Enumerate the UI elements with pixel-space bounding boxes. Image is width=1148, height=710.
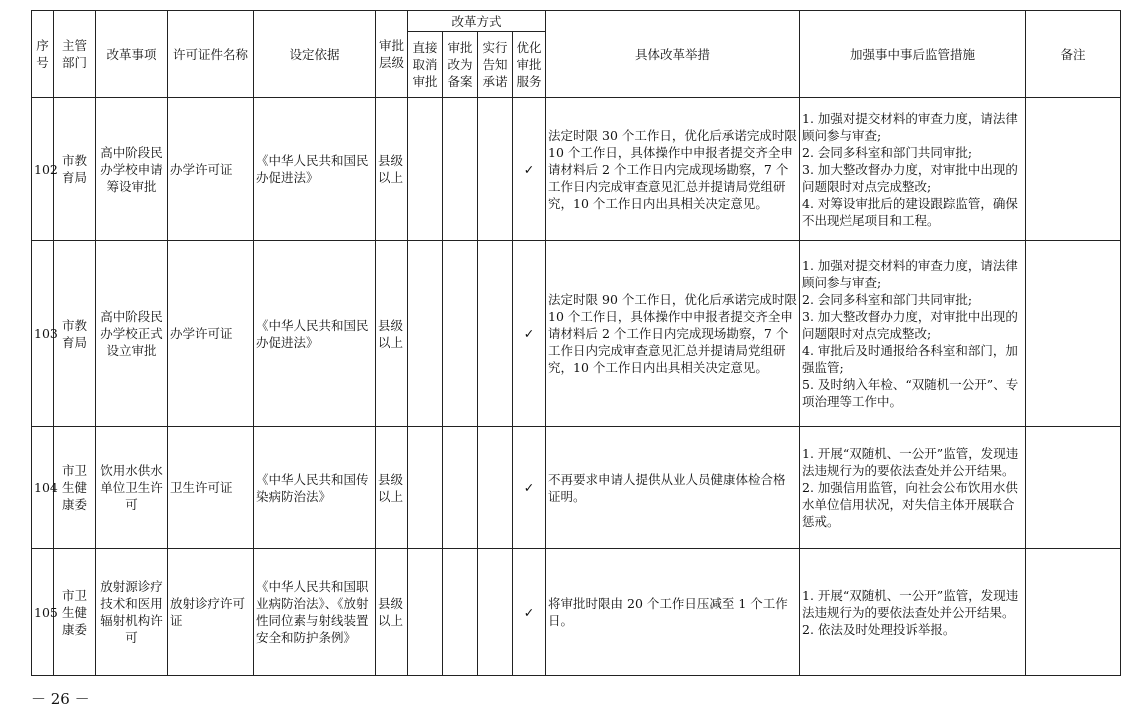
row-level: 县级以上 [376,427,408,549]
header-cancel: 直接取消审批 [408,32,443,98]
row-basis: 《中华人民共和国民办促进法》 [254,98,376,241]
row-supervision: 1. 加强对提交材料的审查力度，请法律顾问参与审查; 2. 会同多科室和部门共同审批; 3. 加大整改督办力度，对审批中出现的问题限时对点完成整改; 4. 对筹设审批后的建设跟踪监管，确保不出现烂尾项目和工程。 [800,98,1026,241]
row-seq: 105 [32,549,54,676]
row-record [443,427,478,549]
header-dept: 主管部门 [54,11,96,98]
table-row [32,241,1121,427]
table-row [32,98,1121,241]
row-record [443,98,478,241]
row-cancel [408,98,443,241]
row-notify [478,549,513,676]
row-optimize-check: ✓ [513,427,546,549]
header-notify: 实行告知承诺 [478,32,513,98]
row-notify [478,241,513,427]
header-measures: 具体改革举措 [546,11,800,98]
row-supervision: 1. 开展“双随机、一公开”监管，发现违法违规行为的要依法查处并公开结果。 2. 依法及时处理投诉举报。 [800,549,1026,676]
row-seq: 103 [32,241,54,427]
header-remark: 备注 [1026,11,1121,98]
table-row [32,549,1121,676]
header-basis: 设定依据 [254,11,376,98]
row-cancel [408,241,443,427]
row-optimize-check: ✓ [513,549,546,676]
row-basis: 《中华人民共和国传染病防治法》 [254,427,376,549]
header-level: 审批层级 [376,11,408,98]
row-license: 放射诊疗许可证 [168,549,254,676]
reform-table [31,10,1121,676]
row-basis: 《中华人民共和国民办促进法》 [254,241,376,427]
row-dept: 市卫生健康委 [54,549,96,676]
row-remark [1026,241,1121,427]
table-row [32,427,1121,549]
row-seq: 104 [32,427,54,549]
row-record [443,549,478,676]
row-license: 办学许可证 [168,241,254,427]
header-record: 审批改为备案 [443,32,478,98]
row-supervision: 1. 开展“双随机、一公开”监管，发现违法违规行为的要依法查处并公开结果。 2. 加强信用监管，向社会公布饮用水供水单位信用状况，对失信主体开展联合惩戒。 [800,427,1026,549]
row-optimize-check: ✓ [513,241,546,427]
row-remark [1026,98,1121,241]
header-seq: 序号 [32,11,54,98]
row-cancel [408,549,443,676]
row-measures: 将审批时限由 20 个工作日压减至 1 个工作日。 [546,549,800,676]
row-remark [1026,549,1121,676]
row-record [443,241,478,427]
row-level: 县级以上 [376,549,408,676]
row-cancel [408,427,443,549]
page-number: － 26 － [31,690,90,708]
row-level: 县级以上 [376,241,408,427]
row-dept: 市教育局 [54,241,96,427]
header-supervision: 加强事中事后监管措施 [800,11,1026,98]
header-optimize: 优化审批服务 [513,32,546,98]
row-dept: 市教育局 [54,98,96,241]
row-notify [478,98,513,241]
row-measures: 不再要求申请人提供从业人员健康体检合格证明。 [546,427,800,549]
row-measures: 法定时限 90 个工作日，优化后承诺完成时限 10 个工作日，具体操作中申报者提交齐全申请材料后 2 个工作日内完成现场勘察，7 个工作日内完成审查意见汇总并提请局党组研究，10 个工作日内出具相关决定意见。 [546,241,800,427]
row-level: 县级以上 [376,98,408,241]
row-item: 放射源诊疗技术和医用辐射机构许可 [96,549,168,676]
row-item: 饮用水供水单位卫生许可 [96,427,168,549]
header-reform-mode: 改革方式 [408,11,546,32]
row-dept: 市卫生健康委 [54,427,96,549]
row-basis: 《中华人民共和国职业病防治法》、《放射性同位素与射线装置安全和防护条例》 [254,549,376,676]
row-remark [1026,427,1121,549]
row-optimize-check: ✓ [513,98,546,241]
row-supervision: 1. 加强对提交材料的审查力度，请法律顾问参与审查; 2. 会同多科室和部门共同审批; 3. 加大整改督办力度，对审批中出现的问题限时对点完成整改; 4. 审批后及时通报给各科室和部门，加强监管; 5. 及时纳入年检、“双随机一公开”、专项治理等工作中。 [800,241,1026,427]
header-item: 改革事项 [96,11,168,98]
row-item: 高中阶段民办学校正式设立审批 [96,241,168,427]
header-license: 许可证件名称 [168,11,254,98]
row-measures: 法定时限 30 个工作日，优化后承诺完成时限 10 个工作日，具体操作中申报者提交齐全申请材料后 2 个工作日内完成现场勘察，7 个工作日内完成审查意见汇总并提请局党组研究，10 个工作日内出具相关决定意见。 [546,98,800,241]
row-license: 卫生许可证 [168,427,254,549]
row-license: 办学许可证 [168,98,254,241]
row-item: 高中阶段民办学校申请筹设审批 [96,98,168,241]
row-notify [478,427,513,549]
row-seq: 102 [32,98,54,241]
